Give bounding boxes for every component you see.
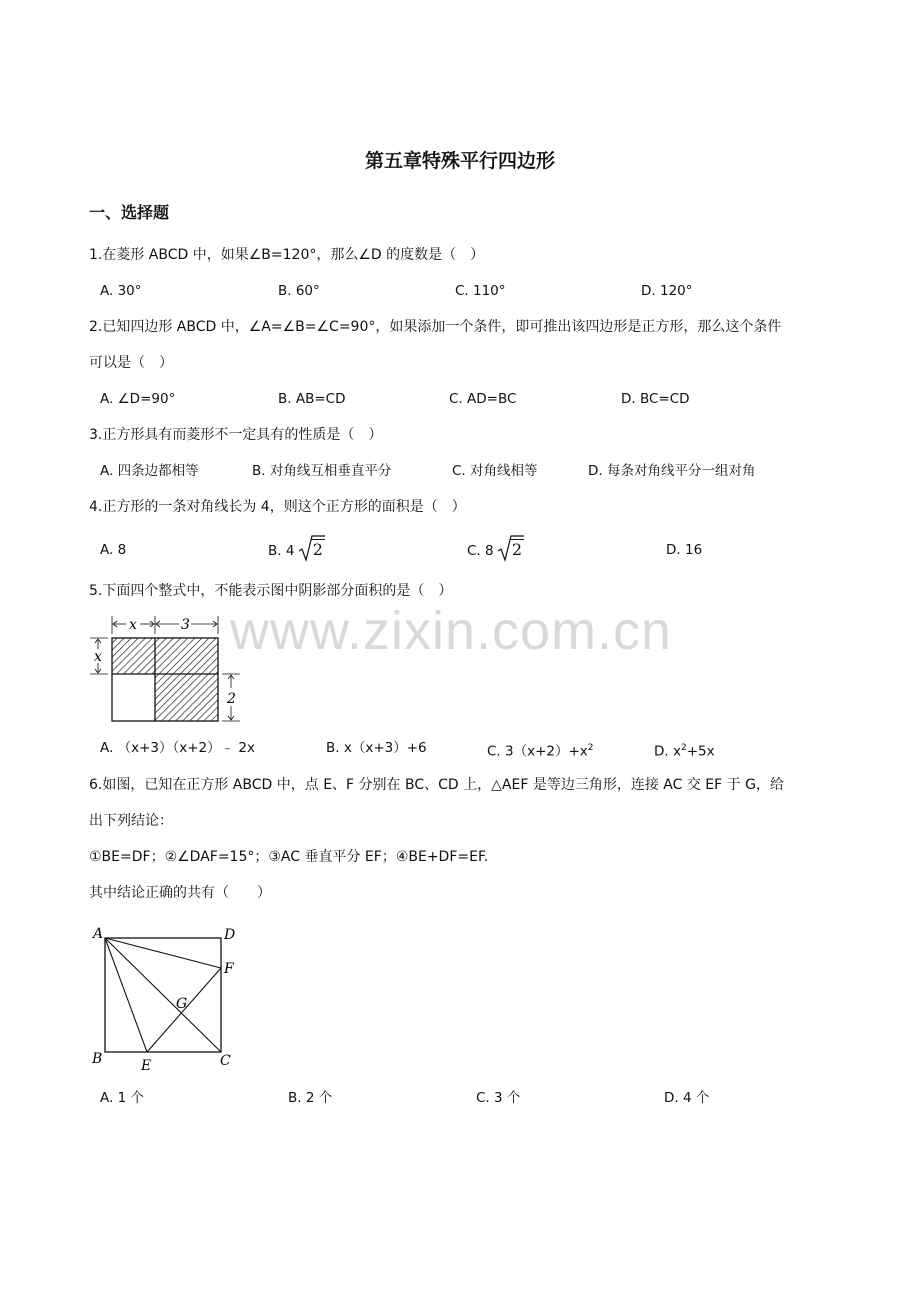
segment-af [105, 938, 221, 968]
point-label-g: G [176, 996, 188, 1012]
q5-option-c-text: C. 3（x+2）+x [487, 743, 588, 760]
question-5-text: 5.下面四个整式中，不能表示图中阴影部分面积的是（ ） [89, 583, 453, 599]
radicand: 2 [511, 540, 523, 559]
sqrt-expression [299, 540, 325, 560]
question-6-conclusions: ①BE=DF；②∠DAF=15°；③AC 垂直平分 EF；④BE+DF=EF. [89, 849, 489, 865]
q1-option-b: B. 60° [278, 283, 320, 299]
dim-label-x-side: x [94, 649, 102, 665]
dim-label-three: 3 [181, 617, 190, 633]
q5-option-b: B. x（x+3）+6 [326, 740, 427, 756]
q3-option-c: C. 对角线相等 [452, 463, 538, 479]
point-label-c: C [220, 1053, 231, 1069]
radical-sign-icon [299, 534, 325, 562]
area-diagram [88, 610, 248, 728]
point-label-e: E [141, 1058, 152, 1074]
radical-sign-icon [498, 534, 524, 562]
q5-option-d-text: D. x [654, 743, 681, 760]
page-title: 第五章特殊平行四边形 [364, 150, 555, 172]
q2-option-a: A. ∠D=90° [100, 391, 176, 407]
q5-option-c-exponent: 2 [587, 743, 594, 753]
shaded-region-top-left [112, 638, 155, 674]
point-label-d: D [224, 927, 236, 943]
q3-option-d: D. 每条对角线平分一组对角 [588, 463, 756, 479]
dim-label-x-top: x [129, 617, 137, 633]
point-label-f: F [224, 961, 234, 977]
q4-option-c-prefix: C. 8 [467, 543, 494, 559]
q4-option-d: D. 16 [666, 542, 703, 558]
question-6-prompt: 其中结论正确的共有（ ） [89, 885, 271, 901]
q5-option-c [487, 738, 594, 762]
q6-option-b: B. 2 个 [288, 1090, 333, 1106]
question-6-text-line1: 6.如图，已知在正方形 ABCD 中，点 E、F 分别在 BC、CD 上，△AEF 是等边三角形，连接 AC 交 EF 于 G，给 [89, 777, 784, 793]
dim-label-two: 2 [227, 691, 236, 707]
q4-option-c [467, 540, 524, 561]
q1-option-a: A. 30° [100, 283, 142, 299]
sqrt-expression [498, 540, 524, 560]
shaded-region-bottom-right [155, 674, 218, 721]
q6-option-d: D. 4 个 [664, 1090, 710, 1106]
segment-ae [105, 938, 147, 1052]
point-label-a: A [93, 926, 104, 942]
question-4-text: 4.正方形的一条对角线长为 4，则这个正方形的面积是（ ） [89, 499, 466, 515]
q5-option-a: A. （x+3）（x+2）﹣ 2x [100, 740, 255, 756]
q2-option-b: B. AB=CD [278, 391, 346, 407]
q1-option-c: C. 110° [455, 283, 506, 299]
question-1-text: 1.在菱形 ABCD 中，如果∠B=120°，那么∠D 的度数是（ ） [89, 247, 485, 263]
point-label-b: B [92, 1051, 103, 1067]
q4-option-b-prefix: B. 4 [268, 543, 295, 559]
q1-option-d: D. 120° [641, 283, 693, 299]
question-3-text: 3.正方形具有而菱形不一定具有的性质是（ ） [89, 427, 383, 443]
q5-option-d [654, 738, 715, 762]
q6-option-c: C. 3 个 [476, 1090, 521, 1106]
square-geometry-diagram [88, 922, 248, 1074]
watermark: www.zixin.com.cn [230, 601, 673, 661]
q2-option-d: D. BC=CD [621, 391, 690, 407]
radicand: 2 [312, 540, 323, 559]
q3-option-b: B. 对角线互相垂直平分 [252, 463, 392, 479]
diagonal-ac [105, 938, 221, 1052]
q5-option-d-exponent: 2 [680, 743, 687, 753]
q5-option-d-suffix: +5x [686, 743, 715, 760]
q2-option-c: C. AD=BC [449, 391, 517, 407]
shaded-region-top-right [155, 638, 218, 674]
q4-option-a: A. 8 [100, 542, 127, 558]
q6-option-a: A. 1 个 [100, 1090, 144, 1106]
q3-option-a: A. 四条边都相等 [100, 463, 199, 479]
question-6-text-line2: 出下列结论： [89, 813, 173, 829]
section-heading: 一、选择题 [89, 203, 170, 222]
q4-option-b [268, 540, 325, 561]
question-2-text-line2: 可以是（ ） [89, 355, 173, 371]
question-2-text-line1: 2.已知四边形 ABCD 中，∠A=∠B=∠C=90°，如果添加一个条件，即可推出该四边形是正方形，那么这个条件 [89, 319, 782, 335]
